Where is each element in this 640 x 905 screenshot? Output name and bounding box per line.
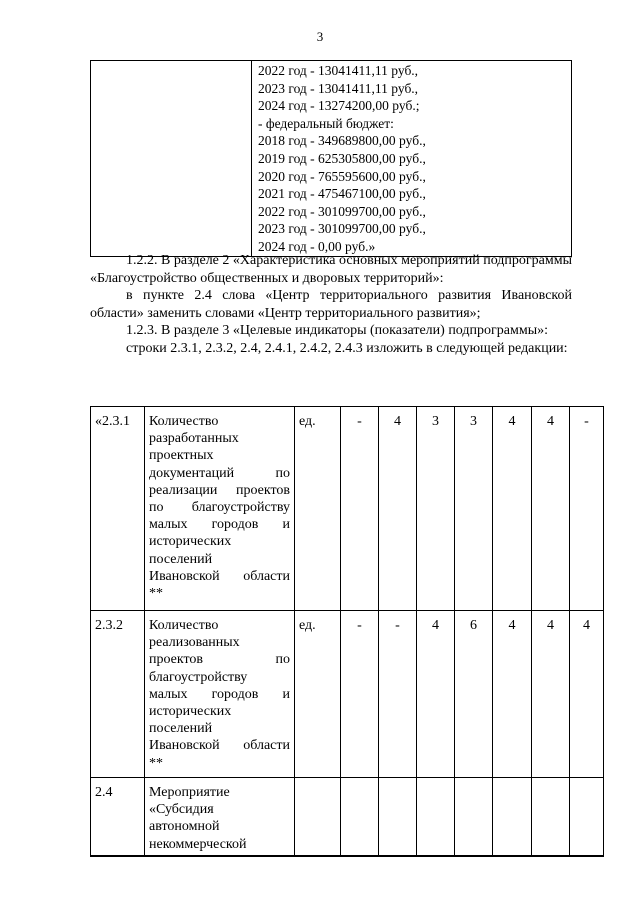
page-number: 3 (316, 29, 324, 44)
indicator-value: 4 (532, 611, 570, 778)
indicator-name-line: исторических (149, 704, 232, 720)
indicator-name-line: Мероприятие (149, 785, 230, 800)
indicator-value: 4 (493, 611, 532, 778)
funding-line: 2023 год - 301099700,00 руб., (258, 221, 426, 237)
funding-table-values-cell (252, 61, 572, 257)
indicator-value: 4 (570, 611, 604, 778)
funding-line: 2018 год - 349689800,00 руб., (258, 133, 426, 149)
indicator-unit: ед. (295, 407, 341, 611)
indicator-name-line: ** (149, 755, 163, 771)
indicator-value: 3 (455, 407, 493, 611)
indicator-name-line: Количество (149, 618, 219, 633)
indicator-row-2-3-2 (91, 611, 604, 778)
funding-line: 2024 год - 13274200,00 руб.; (258, 98, 420, 114)
indicator-name-line: некоммерческой (149, 836, 247, 852)
indicator-name-line: благоустройству (149, 669, 248, 685)
funding-line: 2022 год - 13041411,11 руб., (258, 63, 419, 78)
paragraph-1-2-2: 1.2.2. В разделе 2 «Характеристика основных мероприятий подпрограммы «Благоустройство общественных и дворовых территорий»: (90, 253, 572, 286)
indicator-name-line: проектов по (149, 652, 290, 668)
indicator-name-line: ** (149, 586, 163, 602)
indicator-value: 4 (417, 611, 455, 778)
indicator-name-line: малых городов и (149, 686, 290, 702)
indicator-value (341, 778, 379, 857)
funding-line: 2020 год - 765595600,00 руб., (258, 168, 426, 184)
funding-table (90, 60, 572, 257)
funding-line: 2021 год - 475467100,00 руб., (258, 186, 426, 202)
indicator-value (493, 778, 532, 857)
indicator-name-line: реализации проектов (149, 482, 290, 498)
indicator-number: «2.3.1 (91, 407, 145, 611)
indicator-name-line: поселений (149, 551, 213, 567)
indicator-name-line: автономной (149, 819, 220, 835)
indicator-name-line: по благоустройству (149, 500, 290, 516)
indicator-name-line: малых городов и (149, 517, 290, 533)
indicator-value: - (379, 611, 417, 778)
indicator-value: 4 (493, 407, 532, 611)
indicator-value: - (341, 407, 379, 611)
funding-line: - федеральный бюджет: (258, 115, 394, 131)
indicator-name (145, 407, 295, 611)
indicators-table (90, 406, 604, 857)
indicator-name-line: исторических (149, 534, 232, 550)
funding-line: 2024 год - 0,00 руб.» (258, 238, 376, 254)
indicator-number: 2.4 (91, 778, 145, 857)
indicator-name-line: проектных (149, 448, 214, 464)
indicator-number: 2.3.2 (91, 611, 145, 778)
amendment-text (90, 252, 572, 357)
indicator-name-line: реализованных (149, 635, 240, 651)
funding-line: 2022 год - 301099700,00 руб., (258, 203, 426, 219)
indicator-row-2-4 (91, 778, 604, 857)
indicator-name-line: документаций по (149, 465, 290, 481)
indicator-value (532, 778, 570, 857)
indicator-name-line: Количество (149, 414, 219, 429)
indicator-value: 4 (379, 407, 417, 611)
indicator-row-2-3-1 (91, 407, 604, 611)
funding-table-empty-cell (91, 61, 252, 257)
indicator-name-line: «Субсидия (149, 802, 214, 818)
indicator-unit (295, 778, 341, 857)
indicator-unit: ед. (295, 611, 341, 778)
indicator-name-line: поселений (149, 721, 213, 737)
funding-line: 2023 год - 13041411,11 руб., (258, 80, 419, 96)
indicator-value (455, 778, 493, 857)
indicator-value (379, 778, 417, 857)
indicator-value: - (341, 611, 379, 778)
indicator-value: 3 (417, 407, 455, 611)
indicator-value: 4 (532, 407, 570, 611)
indicator-value: - (570, 407, 604, 611)
indicator-name-line: Ивановской области (149, 568, 290, 584)
paragraph-1-2-3: 1.2.3. В разделе 3 «Целевые индикаторы (показатели) подпрограммы»: (126, 323, 548, 338)
indicator-name-line: разработанных (149, 431, 239, 447)
indicator-value: 6 (455, 611, 493, 778)
indicator-name-line: Ивановской области (149, 738, 290, 754)
paragraph-rows-edit: строки 2.3.1, 2.3.2, 2.4, 2.4.1, 2.4.2, 2.4.3 изложить в следующей редакции: (126, 340, 568, 356)
indicator-value (417, 778, 455, 857)
paragraph-item-2-4: в пункте 2.4 слова «Центр территориального развития Ивановской области» заменить словами «Центр территориального развития»; (90, 288, 572, 321)
funding-line: 2019 год - 625305800,00 руб., (258, 150, 426, 166)
indicator-value (570, 778, 604, 857)
indicator-name (145, 611, 295, 778)
indicator-name (145, 778, 295, 857)
